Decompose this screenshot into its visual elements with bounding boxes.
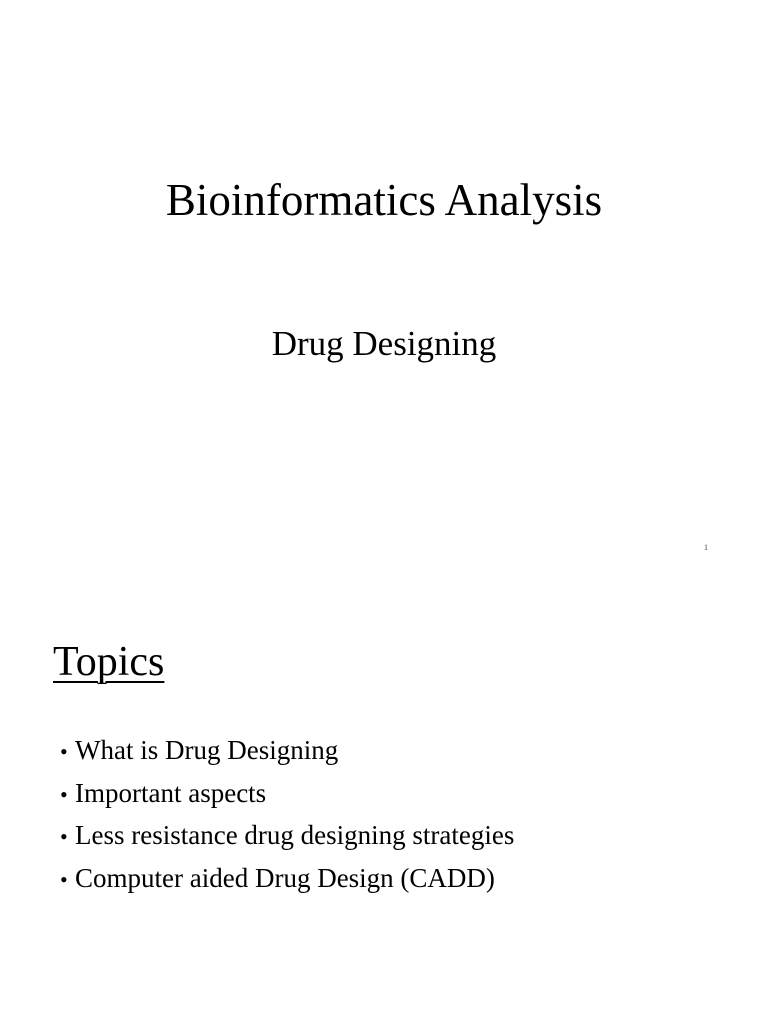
list-item [60,815,514,858]
bullet-icon: • [60,739,68,764]
list-item [60,773,514,816]
list-item-text: Important aspects [75,777,267,808]
bullet-icon: • [60,866,68,892]
page-number: 1 [704,543,708,552]
list-item-text: What is Drug Designing [75,735,339,765]
list-item-text: Less resistance drug designing strategies [75,820,515,850]
list-item-text: Computer aided Drug Design (CADD) [75,862,495,893]
slide-title: Bioinformatics Analysis [165,175,603,225]
list-item [60,858,514,901]
bullet-icon: • [60,824,68,849]
topics-slide [0,576,768,1024]
slide-subtitle: Drug Designing [271,324,497,363]
topics-list [60,730,514,900]
list-item [60,730,514,773]
topics-heading: Topics [53,639,165,685]
bullet-icon: • [60,781,68,807]
